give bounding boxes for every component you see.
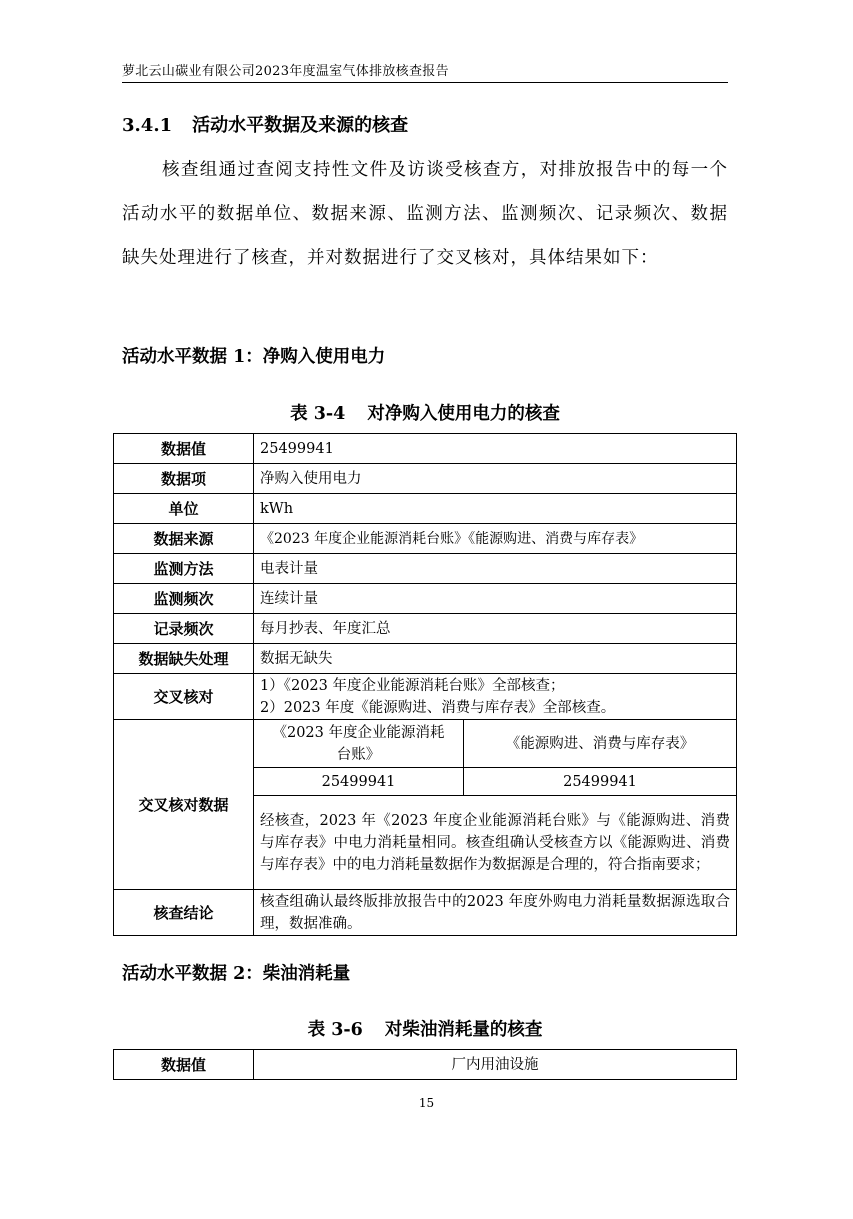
table-row — [114, 524, 737, 554]
intro-paragraph: 核查组通过查阅支持性文件及访谈受核查方，对排放报告中的每一个活动水平的数据单位、数据来源、监测方法、监测频次、记录频次、数据缺失处理进行了核查，并对数据进行了交叉核对，具体结果如下： — [122, 160, 728, 268]
table-3-6-caption — [113, 1016, 737, 1041]
table-row — [114, 494, 737, 524]
row-label-method: 监测方法 — [114, 554, 254, 584]
cross-data-col2-value: 25499941 — [464, 768, 737, 796]
cross-data-note: 经核查，2023 年《2023 年度企业能源消耗台账》与《能源购进、消费与库存表》中电力消耗量相同。核查组确认受核查方以《能源购进、消费与库存表》中的电力消耗量数据作为数据源是合理的，符合指南要求； — [254, 796, 737, 890]
table-row — [114, 720, 737, 768]
table-3-4 — [113, 433, 737, 936]
row-label-value: 数据值 — [114, 434, 254, 464]
row-label-unit: 单位 — [114, 494, 254, 524]
row-value-unit: kWh — [254, 494, 737, 524]
section-title-text: 活动水平数据及来源的核查 — [192, 115, 409, 136]
cross-data-col1-head: 《2023 年度企业能源消耗台账》 — [254, 720, 464, 768]
row-label-freq: 监测频次 — [114, 584, 254, 614]
cross-data-col1-value: 25499941 — [254, 768, 464, 796]
table-row — [114, 464, 737, 494]
activity2-heading: 活动水平数据 2：柴油消耗量 — [122, 964, 351, 984]
row-label-missing: 数据缺失处理 — [114, 644, 254, 674]
table-3-4-caption — [113, 400, 737, 425]
section-title — [122, 111, 408, 137]
page-header: 萝北云山碳业有限公司2023年度温室气体排放核查报告 — [122, 60, 728, 83]
table-row — [114, 584, 737, 614]
row-value-method: 电表计量 — [254, 554, 737, 584]
row-value-source: 《2023 年度企业能源消耗台账》《能源购进、消费与库存表》 — [254, 524, 737, 554]
row-label-source: 数据来源 — [114, 524, 254, 554]
row-value-conclusion: 核查组确认最终版排放报告中的2023 年度外购电力消耗量数据源选取合理，数据准确。 — [254, 890, 737, 936]
row-value-item: 净购入使用电力 — [254, 464, 737, 494]
table-3-4-number: 表 3-4 — [290, 404, 346, 424]
table-row — [114, 614, 737, 644]
table-row — [114, 644, 737, 674]
row-label-item: 数据项 — [114, 464, 254, 494]
page-number: 15 — [418, 1096, 435, 1110]
cross-line-2: 2）2023 年度《能源购进、消费与库存表》全部核查。 — [260, 699, 616, 716]
row-label-record: 记录频次 — [114, 614, 254, 644]
row-value-value: 25499941 — [254, 434, 737, 464]
row-value-missing: 数据无缺失 — [254, 644, 737, 674]
section-number: 3.4.1 — [122, 115, 173, 136]
table-3-6-title: 对柴油消耗量的核查 — [384, 1020, 543, 1040]
table-row — [114, 890, 737, 936]
row-label-cross: 交叉核对 — [114, 674, 254, 720]
row-label-conclusion: 核查结论 — [114, 890, 254, 936]
table-3-4-title: 对净购入使用电力的核查 — [367, 404, 560, 424]
row-value-record: 每月抄表、年度汇总 — [254, 614, 737, 644]
table-row — [114, 554, 737, 584]
cross-line-1: 1）《2023 年度企业能源消耗台账》全部核查； — [260, 677, 565, 694]
row-label-cross-data: 交叉核对数据 — [114, 720, 254, 890]
table-row — [114, 1050, 737, 1080]
activity1-heading: 活动水平数据 1：净购入使用电力 — [122, 347, 386, 367]
table-3-6 — [113, 1049, 737, 1080]
table-row — [114, 434, 737, 464]
table-row — [114, 674, 737, 720]
table-3-6-number: 表 3-6 — [307, 1020, 363, 1040]
row-value-freq: 连续计量 — [254, 584, 737, 614]
row-value-value: 厂内用油设施 — [254, 1050, 737, 1080]
cross-data-col2-head: 《能源购进、消费与库存表》 — [464, 720, 737, 768]
row-value-cross — [254, 674, 737, 720]
row-label-value: 数据值 — [114, 1050, 254, 1080]
